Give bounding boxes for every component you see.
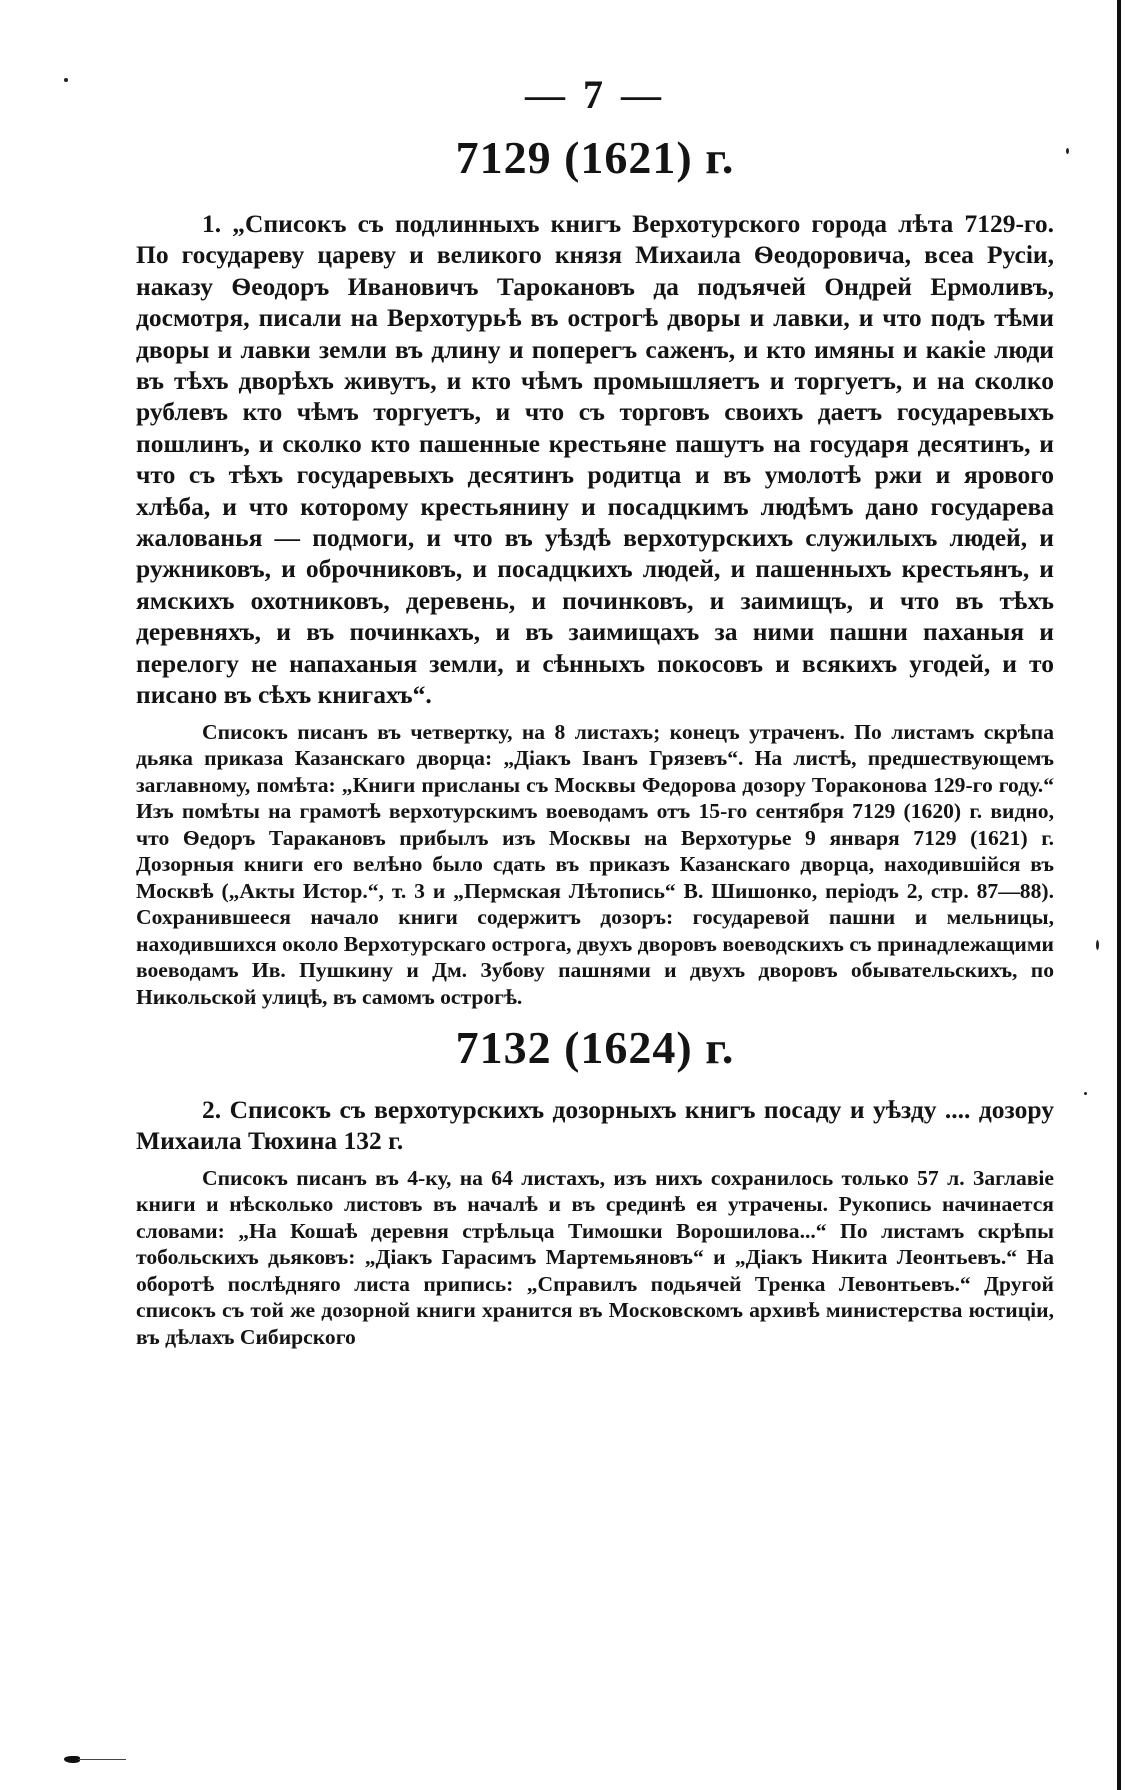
entry-text: 1. „Списокъ съ подлинныхъ книгъ Верхотурского города лѣта 7129-го. По государеву цареву и великого князя Михаила Ѳеодоровича, всеа Русіи, наказу Ѳеодоръ Ивановичъ Тарокановъ да подъячей Ондрей Ермоливъ, досмотря, писали на Верхотурьѣ въ острогѣ дворы и лавки, и что подъ тѣми дворы и лавки земли въ длину и поперегъ саженъ, и кто имяны и какіе люди въ тѣхъ дворѣхъ живутъ, и кто чѣмъ промышляетъ и торгуетъ, и на сколко рублевъ кто чѣмъ торгуетъ, и что съ торговъ своихъ даетъ государевыхъ пошлинъ, и сколко кто пашенные крестьяне пашутъ на государя десятинъ, и что съ тѣхъ государевыхъ десятинъ родитца и въ умолотѣ ржи и ярового хлѣба, и что которому крестьянину и посадцкимъ людѣмъ дано государева жалованья — подмоги, и что въ уѣздѣ верхотурскихъ служилыхъ людей, и ружниковъ, и оброчниковъ, и посадцкихъ людей, и пашенныхъ крестьянъ, и ямскихъ охотниковъ, деревень, и починковъ, и заимищъ, и что въ тѣхъ деревняхъ, и въ починкахъ, и въ заимищахъ за ними пашни паханыя и перелогу не напаханыя земли, и сѣнныхъ покосовъ и всякихъ угодей, и то писано въ сѣхъ книгахъ“. [136,209,1054,710]
year-heading: 7129 (1621) г. [455,132,735,183]
section-7129 [136,130,1054,1010]
scan-speck [1066,148,1069,154]
page-content [136,70,1054,1360]
scan-speck [1096,940,1099,950]
note-text: Списокъ писанъ въ 4-ку, на 64 листахъ, изъ нихъ сохранилось только 57 л. Заглавіе книги и нѣсколько листовъ въ началѣ и въ срединѣ ея утрачены. Рукопись начинается словами: „На Кошаѣ деревня стрѣльца Тимошки Ворошилова...“ По листамъ скрѣпы тобольскихъ дьяковъ: „Діакъ Гарасимъ Мартемьяновъ“ и „Діакъ Никита Леонтьевъ.“ На оборотѣ послѣдняго листа припись: „Справилъ подьячей Тренка Левонтьевъ.“ Другой списокъ съ той же дозорной книги хранится въ Московскомъ архивѣ министерства юстиціи, въ дѣлахъ Сибирского [136,1165,1054,1349]
section-7132 [136,1020,1054,1350]
scan-speck [64,78,68,82]
entry-text: 2. Списокъ съ верхотурскихъ дозорныхъ книгъ посаду и уѣзду .... дозору Михаила Тюхина 132 г. [136,1095,1054,1156]
year-heading: 7132 (1624) г. [455,1022,735,1073]
note-text: Списокъ писанъ въ четвертку, на 8 листахъ; конецъ утраченъ. По листамъ скрѣпа дьяка приказа Казанскаго дворца: „Діакъ Іванъ Грязевъ“. На листѣ, предшествующемъ заглавному, помѣта: „Книги присланы съ Москвы Федорова дозору Тораконова 129-го году.“ Изъ помѣты на грамотѣ верхотурскимъ воеводамъ отъ 15-го сентября 7129 (1620) г. видно, что Ѳедоръ Таракановъ прибылъ изъ Москвы на Верхотурье 9 января 7129 (1621) г. Дозорныя книги его велѣно было сдать въ приказъ Казанскаго дворца, находившійся въ Москвѣ („Акты Истор.“, т. 3 и „Пермская Лѣтопись“ В. Шишонко, періодъ 2, стр. 87—88). Сохранившееся начало книги содержитъ дозоръ: государевой пашни и мельницы, находившихся около Верхотурскаго острога, двухъ дворовъ воеводскихъ съ принадлежащими воеводамъ Ив. Пушкину и Дм. Зубову пашнями и двухъ дворовъ обывательскихъ, по Никольской улицѣ, въ самомъ острогѣ. [136,719,1054,1009]
printer-mark-icon [64,1756,126,1762]
scan-speck [1084,1092,1087,1095]
page-number: — 7 — [525,72,665,117]
page-edge-rule [1117,0,1121,1790]
